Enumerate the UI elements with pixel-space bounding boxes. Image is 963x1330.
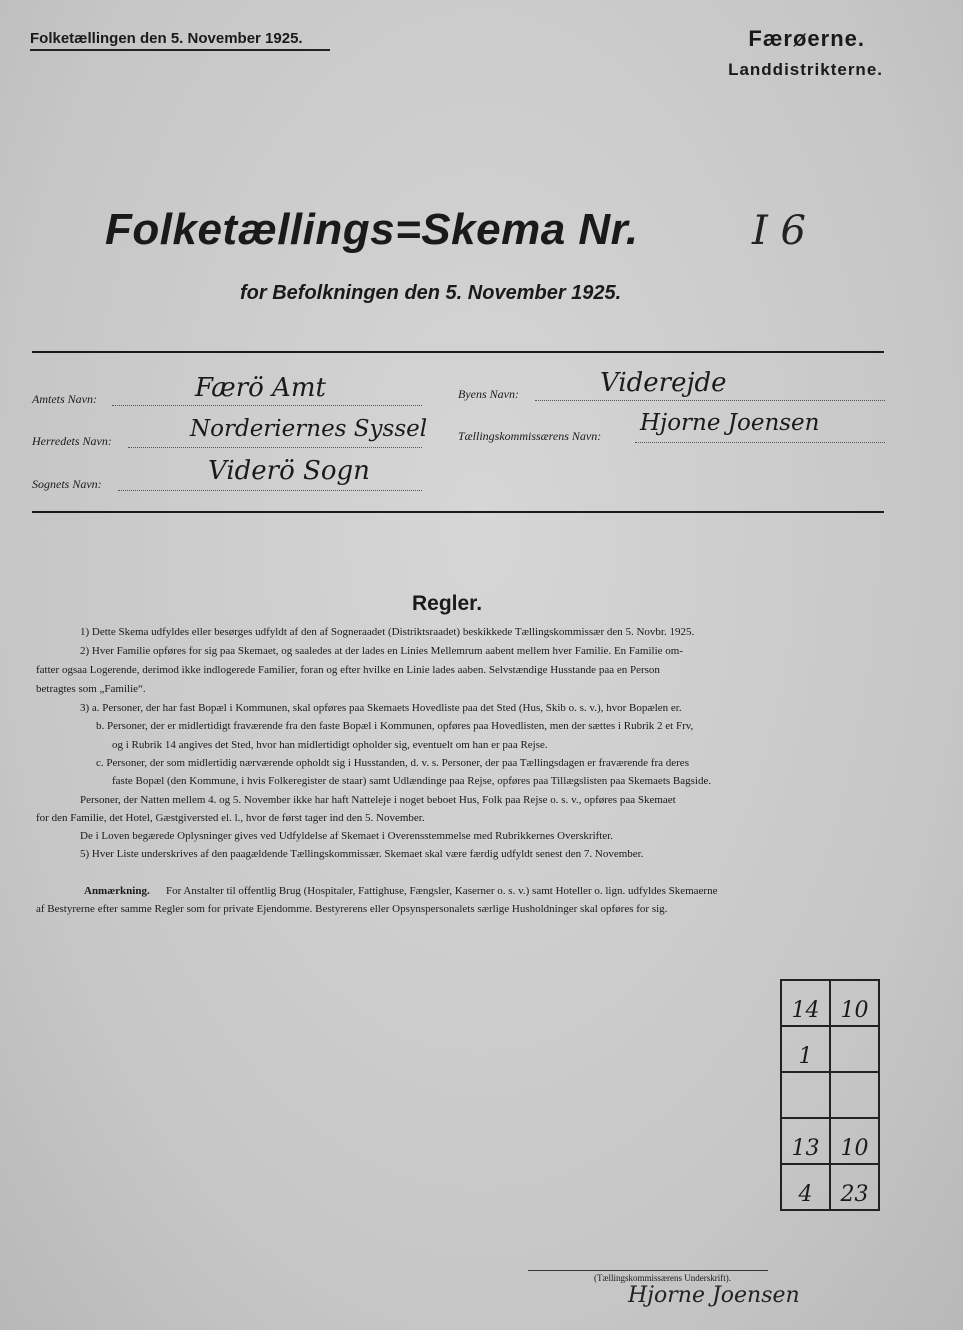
sogn-value[interactable]: Viderö Sogn — [208, 456, 370, 486]
herred-line — [128, 447, 422, 448]
kommissaer-label: Tællingskommissærens Navn: — [458, 429, 602, 443]
kommissaer-value[interactable]: Hjorne Joensen — [640, 410, 820, 436]
rule-line: faste Bopæl (den Kommune, i hvis Folkeregister de staar) samt Udlændinge paa Rejse, opføres paa Tillægslisten paa Skemaets Bagside. — [112, 775, 712, 787]
tally-cell[interactable] — [781, 1072, 830, 1118]
tally-cell[interactable] — [830, 1026, 879, 1072]
tally-cell[interactable]: 13 — [781, 1118, 830, 1164]
by-label: Byens Navn: — [458, 387, 519, 401]
region-subtitle: Landdistrikterne. — [728, 60, 883, 79]
rule-line: Personer, der Natten mellem 4. og 5. November ikke har haft Natteleje i noget beboet Hus, Folk paa Rejse o. s. v., opføres paa Skemaet — [80, 794, 676, 806]
tally-cell[interactable]: 14 — [781, 980, 830, 1026]
note-line: af Bestyrerne efter samme Regler som for private Ejendomme. Bestyrerens eller Opsynspersonalets særlige Husholdninger skal opføres for sig. — [36, 903, 668, 915]
tally-row — [781, 980, 879, 1026]
rule-line: 5) Hver Liste underskrives af den paagældende Tællingskommissær. Skemaet skal være færdig udfyldt senest den 7. November. — [80, 848, 644, 860]
kommissaer-line — [635, 442, 885, 443]
tally-cell[interactable]: 23 — [830, 1164, 879, 1210]
rule-line: 2) Hver Familie opføres for sig paa Skemaet, og saaledes at der lades en Linies Mellemrum aabent mellem hver Familie. En Familie om- — [80, 645, 683, 657]
amt-line — [112, 405, 422, 406]
rules-heading: Regler. — [412, 592, 483, 615]
tally-cell[interactable]: 10 — [830, 1118, 879, 1164]
rule-line: c. Personer, der som midlertidig nærværende opholdt sig i Husstanden, d. v. s. Personer, der paa Tællingsdagen er fraværende fra deres — [96, 757, 689, 769]
tally-table — [780, 979, 880, 1211]
sogn-line — [118, 490, 422, 491]
divider-top — [32, 351, 884, 353]
herred-value[interactable]: Norderiernes Syssel — [190, 416, 428, 442]
rule-line: b. Personer, der er midlertidigt fraværende fra den faste Bopæl i Kommunen, opføres paa Hovedlisten, men der sættes i Rubrik 2 et Frv, — [96, 720, 694, 732]
by-value[interactable]: Viderejde — [600, 368, 727, 398]
form-title: Folketællings=Skema Nr. — [105, 205, 639, 254]
region-title: Færøerne. — [748, 26, 865, 51]
census-date-header: Folketællingen den 5. November 1925. — [30, 30, 303, 47]
note-label: Anmærkning. — [84, 885, 150, 897]
tally-row — [781, 1164, 879, 1210]
rule-line: og i Rubrik 14 angives det Sted, hvor han midlertidigt opholder sig, eventuelt om han er paa Rejse. — [112, 739, 548, 751]
signature-line — [528, 1270, 768, 1271]
rule-line: De i Loven begærede Oplysninger gives ved Udfyldelse af Skemaet i Overensstemmelse med Rubrikkernes Overskrifter. — [80, 830, 614, 842]
rule-line: 1) Dette Skema udfyldes eller besørges udfyldt af den af Sogneraadet (Distriktsraadet) beskikkede Tællingskommissær den 5. Novbr. 1925. — [80, 626, 695, 638]
tally-cell[interactable]: 1 — [781, 1026, 830, 1072]
herred-label: Herredets Navn: — [32, 434, 112, 448]
rule-line: 3) a. Personer, der har fast Bopæl i Kommunen, skal opføres paa Skemaets Hovedliste paa det Sted (Hus, Skib o. s. v.), hvor Bopælen er. — [80, 702, 682, 714]
divider-bottom — [32, 511, 884, 513]
tally-cell[interactable]: 10 — [830, 980, 879, 1026]
tally-row — [781, 1026, 879, 1072]
amt-value[interactable]: Færö Amt — [195, 373, 326, 403]
tally-row — [781, 1118, 879, 1164]
header-underline — [30, 49, 330, 51]
rule-line: betragtes som „Familie“. — [36, 683, 146, 695]
tally-cell[interactable] — [830, 1072, 879, 1118]
note-line: For Anstalter til offentlig Brug (Hospitaler, Fattighuse, Fængsler, Kaserner o. s. v.) samt Hoteller o. lign. udfyldes Skemaerne — [166, 885, 718, 897]
tally-cell[interactable]: 4 — [781, 1164, 830, 1210]
tally-row — [781, 1072, 879, 1118]
amt-label: Amtets Navn: — [32, 392, 97, 406]
rule-line: fatter ogsaa Logerende, derimod ikke indlogerede Familier, foran og efter hvilke en Linie lades aaben. Selvstændige Husstande paa en Person — [36, 664, 660, 676]
signature-label: (Tællingskommissærens Underskrift). — [594, 1273, 731, 1283]
by-line — [535, 400, 885, 401]
signature-name[interactable]: Hjorne Joensen — [628, 1283, 800, 1308]
rule-line: for den Familie, det Hotel, Gæstgiversted el. l., hvor de først tager ind den 5. November. — [36, 812, 425, 824]
form-number: I 6 — [752, 208, 806, 254]
sogn-label: Sognets Navn: — [32, 477, 102, 491]
form-subtitle: for Befolkningen den 5. November 1925. — [240, 282, 622, 304]
